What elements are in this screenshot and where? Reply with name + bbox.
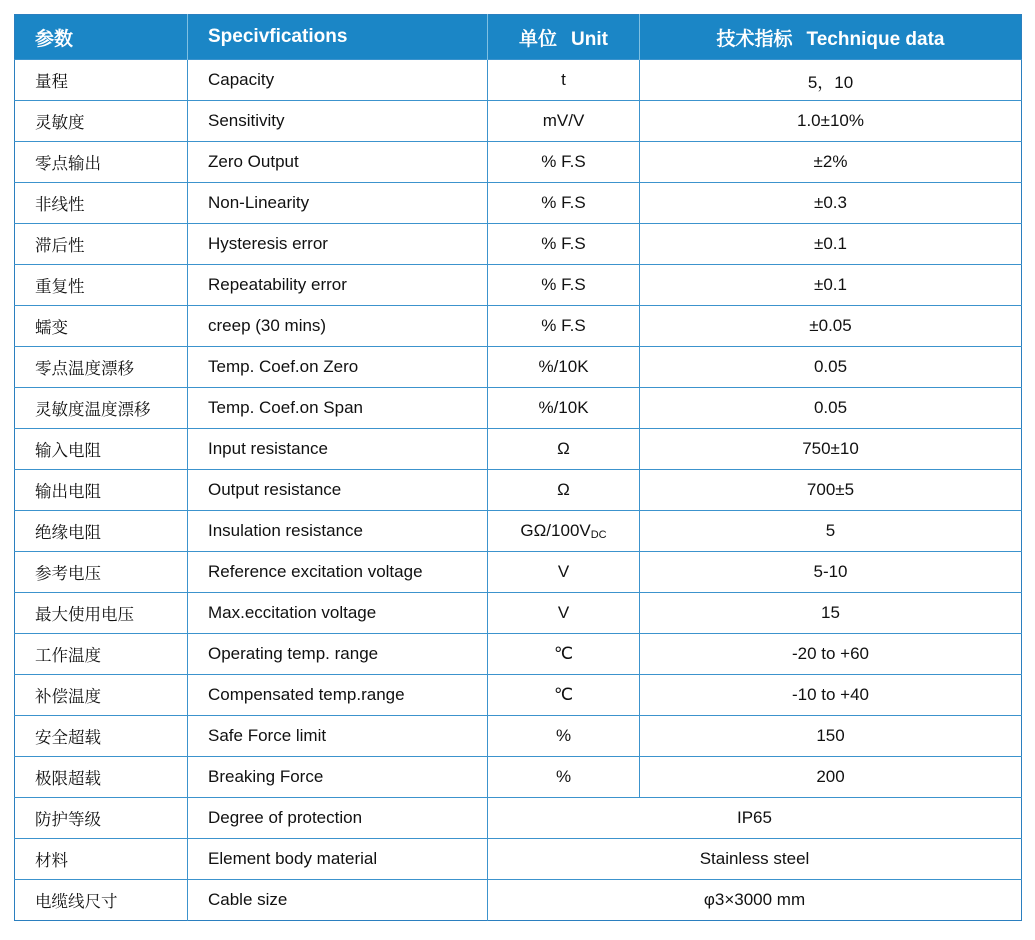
cell-parameter-cn: 量程 — [15, 60, 188, 101]
cell-technique-data: -20 to +60 — [640, 634, 1022, 675]
cell-unit: V — [488, 552, 640, 593]
cell-specification-en: Safe Force limit — [188, 716, 488, 757]
cell-technique-data: 0.05 — [640, 347, 1022, 388]
cell-unit: % F.S — [488, 142, 640, 183]
cell-technique-data: ±0.1 — [640, 224, 1022, 265]
cell-technique-data: 700±5 — [640, 470, 1022, 511]
specification-table — [14, 14, 1022, 921]
cell-specification-en: Element body material — [188, 839, 488, 880]
cell-unit: V — [488, 593, 640, 634]
column-header-parameter — [15, 15, 188, 60]
cell-specification-en: Degree of protection — [188, 798, 488, 839]
cell-unit: ℃ — [488, 634, 640, 675]
cell-technique-data: 5 — [640, 511, 1022, 552]
table-row — [15, 429, 1022, 470]
table-row — [15, 552, 1022, 593]
cell-unit: ℃ — [488, 675, 640, 716]
cell-parameter-cn: 参考电压 — [15, 552, 188, 593]
cell-unit: %/10K — [488, 347, 640, 388]
cell-specification-en: Sensitivity — [188, 101, 488, 142]
cell-specification-en: Reference excitation voltage — [188, 552, 488, 593]
table-row — [15, 675, 1022, 716]
cell-unit: mV/V — [488, 101, 640, 142]
cell-unit: Ω — [488, 429, 640, 470]
table-row — [15, 470, 1022, 511]
cell-specification-en: Cable size — [188, 880, 488, 921]
cell-parameter-cn: 绝缘电阻 — [15, 511, 188, 552]
cell-specification-en: Breaking Force — [188, 757, 488, 798]
cell-value-merged: Stainless steel — [488, 839, 1022, 880]
cell-specification-en: creep (30 mins) — [188, 306, 488, 347]
cell-specification-en: Temp. Coef.on Zero — [188, 347, 488, 388]
cell-parameter-cn: 灵敏度温度漂移 — [15, 388, 188, 429]
cell-parameter-cn: 材料 — [15, 839, 188, 880]
cell-parameter-cn: 电缆线尺寸 — [15, 880, 188, 921]
column-header-technique-data — [640, 15, 1022, 60]
column-header-technique-data-cn: 技术指标 — [716, 28, 793, 50]
cell-technique-data: ±0.05 — [640, 306, 1022, 347]
cell-technique-data: -10 to +40 — [640, 675, 1022, 716]
table-row — [15, 388, 1022, 429]
cell-unit: %/10K — [488, 388, 640, 429]
table-row — [15, 306, 1022, 347]
table-row — [15, 224, 1022, 265]
table-header-row — [15, 15, 1022, 60]
table-body — [15, 60, 1022, 921]
cell-parameter-cn: 重复性 — [15, 265, 188, 306]
table-row — [15, 511, 1022, 552]
table-header — [15, 15, 1022, 60]
cell-technique-data: 150 — [640, 716, 1022, 757]
cell-specification-en: Temp. Coef.on Span — [188, 388, 488, 429]
cell-technique-data: 200 — [640, 757, 1022, 798]
cell-parameter-cn: 工作温度 — [15, 634, 188, 675]
cell-parameter-cn: 安全超载 — [15, 716, 188, 757]
cell-parameter-cn: 极限超载 — [15, 757, 188, 798]
cell-specification-en: Zero Output — [188, 142, 488, 183]
cell-specification-en: Input resistance — [188, 429, 488, 470]
cell-technique-data: 5-10 — [640, 552, 1022, 593]
table-row — [15, 101, 1022, 142]
cell-specification-en: Insulation resistance — [188, 511, 488, 552]
cell-parameter-cn: 防护等级 — [15, 798, 188, 839]
column-header-specifications — [188, 15, 488, 60]
table-row — [15, 60, 1022, 101]
cell-unit: % — [488, 716, 640, 757]
cell-specification-en: Max.eccitation voltage — [188, 593, 488, 634]
cell-specification-en: Hysteresis error — [188, 224, 488, 265]
table-row — [15, 593, 1022, 634]
cell-technique-data: ±0.3 — [640, 183, 1022, 224]
cell-parameter-cn: 非线性 — [15, 183, 188, 224]
column-header-unit-en: Unit — [571, 28, 608, 50]
cell-technique-data: ±0.1 — [640, 265, 1022, 306]
cell-specification-en: Operating temp. range — [188, 634, 488, 675]
table-row — [15, 142, 1022, 183]
cell-unit: t — [488, 60, 640, 101]
cell-parameter-cn: 最大使用电压 — [15, 593, 188, 634]
cell-parameter-cn: 滞后性 — [15, 224, 188, 265]
table-row — [15, 634, 1022, 675]
cell-value-merged: φ3×3000 mm — [488, 880, 1022, 921]
cell-parameter-cn: 蠕变 — [15, 306, 188, 347]
cell-unit: % F.S — [488, 183, 640, 224]
cell-technique-data: 15 — [640, 593, 1022, 634]
cell-unit: Ω — [488, 470, 640, 511]
table-row — [15, 757, 1022, 798]
column-header-specifications-en: Specivfications — [208, 26, 348, 47]
cell-specification-en: Non-Linearity — [188, 183, 488, 224]
table-row — [15, 798, 1022, 839]
table-row — [15, 880, 1022, 921]
cell-technique-data: 750±10 — [640, 429, 1022, 470]
cell-specification-en: Capacity — [188, 60, 488, 101]
cell-unit: % — [488, 757, 640, 798]
column-header-technique-data-en: Technique data — [806, 28, 945, 50]
cell-unit: % F.S — [488, 306, 640, 347]
cell-parameter-cn: 输入电阻 — [15, 429, 188, 470]
cell-unit: $G\Omega/100V_{DC}$ — [488, 511, 640, 552]
cell-technique-data: ±2% — [640, 142, 1022, 183]
cell-technique-data: 0.05 — [640, 388, 1022, 429]
cell-specification-en: Repeatability error — [188, 265, 488, 306]
column-header-parameter-cn: 参数 — [35, 28, 74, 50]
cell-parameter-cn: 输出电阻 — [15, 470, 188, 511]
cell-unit: % F.S — [488, 224, 640, 265]
column-header-unit — [488, 15, 640, 60]
cell-technique-data: 5，10 — [640, 60, 1022, 101]
table-row — [15, 265, 1022, 306]
cell-specification-en: Output resistance — [188, 470, 488, 511]
cell-technique-data: 1.0±10% — [640, 101, 1022, 142]
table-row — [15, 716, 1022, 757]
cell-specification-en: Compensated temp.range — [188, 675, 488, 716]
cell-parameter-cn: 灵敏度 — [15, 101, 188, 142]
cell-parameter-cn: 零点温度漂移 — [15, 347, 188, 388]
cell-parameter-cn: 零点输出 — [15, 142, 188, 183]
table-row — [15, 839, 1022, 880]
column-header-unit-cn: 单位 — [519, 28, 558, 50]
table-row — [15, 347, 1022, 388]
cell-value-merged: IP65 — [488, 798, 1022, 839]
cell-parameter-cn: 补偿温度 — [15, 675, 188, 716]
cell-unit: % F.S — [488, 265, 640, 306]
table-row — [15, 183, 1022, 224]
